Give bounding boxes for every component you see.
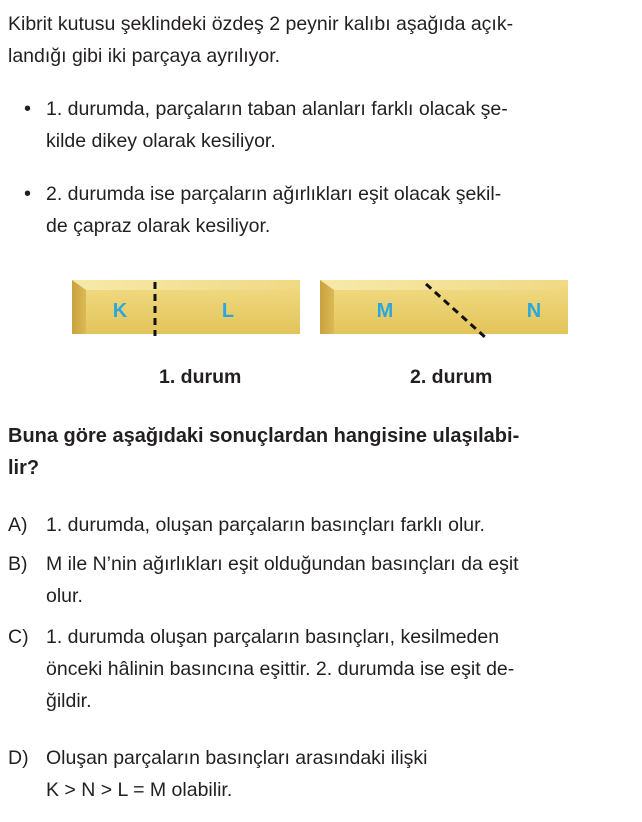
option-d-line-1: Oluşan parçaların basınçları arasındaki ilişki	[46, 747, 428, 769]
option-c-letter: C)	[8, 626, 29, 648]
option-b-line-1: M ile N’nin ağırlıkları eşit olduğundan basınçları da eşit	[46, 553, 519, 575]
bullet-marker: •	[24, 98, 32, 120]
option-c-line-1: 1. durumda oluşan parçaların basınçları, kesilmeden	[46, 626, 500, 648]
question-line-2: lir?	[8, 457, 40, 479]
caption-durum-2: 2. durum	[410, 366, 493, 388]
intro-line-2: landığı gibi iki parçaya ayrılıyor.	[8, 45, 281, 67]
cheese-block-2	[320, 280, 568, 338]
cheese-figure	[0, 272, 642, 398]
caption-durum-1: 1. durum	[159, 366, 242, 388]
label-k: K	[112, 300, 128, 322]
bullet-2-line-1: 2. durumda ise parçaların ağırlıkları eşit olacak şekil-	[46, 183, 502, 205]
cheese-blocks-drawing	[0, 272, 642, 362]
bullet-1-line-2: kilde dikey olarak kesiliyor.	[46, 130, 276, 152]
intro-line-1: Kibrit kutusu şeklindeki özdeş 2 peynir kalıbı aşağıda açık-	[8, 13, 514, 35]
label-m: M	[376, 300, 394, 322]
bullet-1-line-1: 1. durumda, parçaların taban alanları farklı olacak şe-	[46, 98, 508, 120]
cheese-block-1	[72, 280, 300, 336]
option-c-line-2: önceki hâlinin basıncına eşittir. 2. durumda ise eşit de-	[46, 658, 515, 680]
intro-paragraph	[8, 8, 634, 72]
label-n: N	[526, 300, 542, 322]
option-a-letter: A)	[8, 514, 28, 536]
bullet-2-line-2: de çapraz olarak kesiliyor.	[46, 215, 271, 237]
option-a-line-1: 1. durumda, oluşan parçaların basınçları farklı olur.	[46, 514, 485, 536]
option-c-line-3: ğildir.	[46, 690, 92, 712]
option-b-letter: B)	[8, 553, 28, 575]
option-d-letter: D)	[8, 747, 29, 769]
option-b-line-2: olur.	[46, 585, 83, 607]
block-2-top	[320, 280, 568, 290]
question-text	[8, 420, 634, 484]
block-1-top	[72, 280, 300, 290]
question-line-1: Buna göre aşağıdaki sonuçlardan hangisine ulaşılabi-	[8, 425, 520, 447]
label-l: L	[221, 300, 235, 322]
bullet-marker: •	[24, 183, 32, 205]
option-d-line-2: K > N > L = M olabilir.	[46, 779, 233, 801]
